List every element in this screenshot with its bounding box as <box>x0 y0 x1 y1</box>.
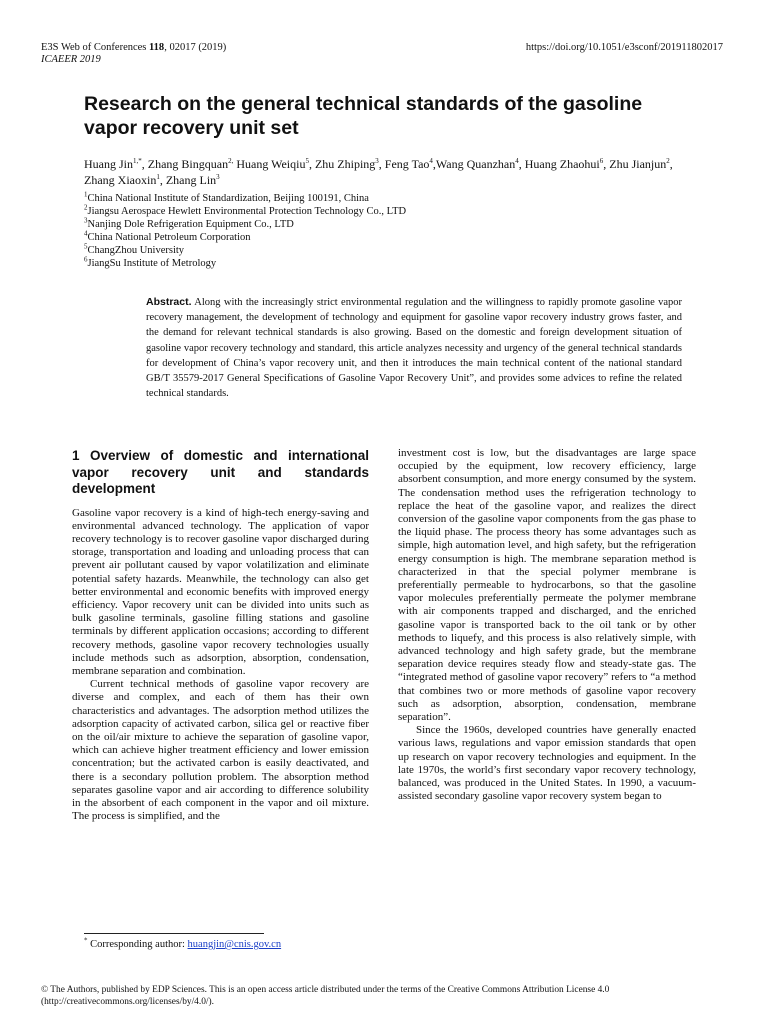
author-affiliation-mark: 3 <box>375 157 379 165</box>
affiliation-text: China National Institute of Standardization, Beijing 100191, China <box>87 193 369 204</box>
affiliation-number: 1 <box>84 190 88 199</box>
journal-volume: 118 <box>149 42 165 53</box>
body-paragraph: Current technical methods of gasoline vapor recovery are diverse and complex, and each of them has their own characteristics and advantages. The adsorption method utilizes the adsorption capacity of activated carbon, silica gel or reactive fiber on the oil/air mixture to achieve the separation of gasoline vapor, which can achieve higher treatment efficiency and lower emission concentration; but the activated carbon is easily deactivated, and there is a secondary pollution problem. The absorption method separates gasoline vapor and air according to difference solubility in the absorbent of each component in the vapor and oil mixture. The process is simplified, and the <box>72 678 369 823</box>
author-name: Huang Weiqiu <box>236 157 306 171</box>
paper-title: Research on the general technical standards of the gasoline vapor recovery unit set <box>84 93 643 139</box>
affiliation-number: 4 <box>84 229 88 238</box>
affiliation-number: 5 <box>84 242 88 251</box>
author-name: Zhu Zhiping <box>314 157 376 171</box>
author-name: Zhu Jianjun <box>609 157 667 171</box>
footnote-label: Corresponding author: <box>87 939 188 950</box>
body-paragraph: investment cost is low, but the disadvantages are large space occupied by the equipment, low recovery efficiency, large absorbent consumption, and more energy consumed by the system. The condensation method uses the refrigeration technology to replace the heat of the gasoline vapor, and realizes the direct conversion of the gasoline vapor components from the gas phase to the liquid phase. The process theory has some advantages such as simple, high automation level, and high safety, but the refrigeration energy consumption is high. The membrane separation method is characterized in that the special polymer membrane is preferentially permeable to hydrocarbons, so that the gasoline vapor molecules preferentially permeate the polymer membrane with air components trapped and discharged, and the enriched gasoline vapor is transported back to the oil tank or by other methods to liquefy, and this process is also relatively simple, with advanced technology and high safety grade, but the membrane separation device requires steady flow and steady-state gas. The “integrated method of gasoline vapor recovery” refers to “a method that combines two or more methods of gasoline vapor recovery such as adsorption, absorption, condensation, membrane separation”. <box>398 447 696 724</box>
author-name: Huang Zhaohui <box>524 157 600 171</box>
affiliation-number: 6 <box>84 255 88 264</box>
author-name: Zhang Xiaoxin <box>84 173 157 187</box>
body-paragraph: Since the 1960s, developed countries have generally enacted various laws, regulations and vapor emission standards that open up research on vapor recovery technologies and equipment. In the late 1970s, the world’s first secondary vapor recovery technology, balanced, was produced in the United States. In 1990, a vacuum-assisted secondary gasoline vapor recovery system began to <box>398 724 696 803</box>
author-separator: , <box>432 157 436 171</box>
abstract-label: Abstract. <box>146 296 192 308</box>
author-separator: , <box>603 157 610 171</box>
footnote-mark: * <box>84 936 88 945</box>
article-number: , 02017 (2019) <box>164 42 227 53</box>
author-name: Zhang Bingquan <box>147 157 229 171</box>
author-separator: , <box>669 157 673 171</box>
license-notice: © The Authors, published by EDP Sciences. This is an open access article distributed under the terms of the Creative Commons Attribution License 4.0 (http://creativecommons.org/licenses/by/4.0/). <box>41 985 610 1007</box>
affiliation-item <box>84 203 407 219</box>
author-name: Wang Quanzhan <box>435 157 516 171</box>
abstract-text: Along with the increasingly strict environmental regulation and the willingness to rapidly promote gasoline vapor recovery management, the development of technology and equipment for gasoline vapor recovery industry grows faster, and the demand for relevant technical standards is also growing. Based on the domestic and foreign development situation of gasoline vapor recovery technology and standard, this article analyzes necessity and urgency of the general technical standards for development of China’s vapor recovery unit, and then it introduces the main technical content of the national standard GB/T 35579-2017 General Specifications of Gasoline Vapor Recovery Unit”, and provides some advices to refine the related technical standards. <box>146 297 682 400</box>
journal-citation <box>41 41 226 54</box>
affiliation-text: Nanjing Dole Refrigeration Equipment Co., LTD <box>87 218 294 230</box>
author-affiliation-mark: 2 <box>666 157 670 165</box>
affiliation-text: Jiangsu Aerospace Hewlett Environmental Protection Technology Co., LTD <box>87 205 407 217</box>
author-affiliation-mark: 3 <box>216 173 220 181</box>
section-heading: 1 Overview of domestic and international vapor recovery unit and standards development <box>72 448 369 496</box>
affiliation-text: ChangZhou University <box>87 244 185 256</box>
body-paragraph: Gasoline vapor recovery is a kind of high-tech energy-saving and environmental advanced technology. The application of vapor recovery technology is to recover gasoline vapor discharged during storage, transportation and loading and unloading process that can prevent air pollutant caused by vapor volatilization and eliminate potential safety hazards. Meanwhile, the technology can also get better environmental and economic benefits with improved energy efficiency. Vapor recovery unit can be divided into units such as bulk gasoline terminals, gasoline filling stations and gasoline terminals by different application occasions; according to different recovery methods, gasoline vapor recovery technologies usually include methods such as adsorption, absorption, condensation, membrane separation and combination. <box>72 506 369 677</box>
author-affiliation-mark: 2, <box>228 157 234 165</box>
author-affiliation-mark: 4 <box>515 157 519 165</box>
journal-name: E3S Web of Conferences <box>41 42 150 53</box>
affiliation-item <box>84 255 406 271</box>
author-separator: , <box>378 157 385 171</box>
abstract <box>146 295 682 401</box>
affiliation-item <box>84 190 406 206</box>
author-affiliation-mark: 4 <box>429 157 433 165</box>
author-list <box>84 156 704 188</box>
author-separator: , <box>141 157 148 171</box>
affiliation-list <box>84 190 407 270</box>
author-separator: , <box>159 173 166 187</box>
author-name: Zhang Lin <box>165 173 217 187</box>
author-name: Huang Jin <box>84 157 133 171</box>
footnote <box>84 936 282 950</box>
affiliation-text: China National Petroleum Corporation <box>87 231 251 243</box>
affiliation-item <box>84 216 406 232</box>
author-affiliation-mark: 5 <box>305 157 309 165</box>
affiliation-item <box>84 229 406 245</box>
footnote-divider <box>84 933 264 934</box>
author-name: Feng Tao <box>384 157 430 171</box>
affiliation-text: JiangSu Institute of Metrology <box>87 257 217 269</box>
right-column <box>398 447 696 803</box>
author-affiliation-mark: 1,* <box>133 157 142 165</box>
affiliation-item <box>84 242 406 258</box>
affiliation-number: 2 <box>84 203 88 212</box>
doi-link[interactable]: https://doi.org/10.1051/e3sconf/201911802017 <box>525 42 723 53</box>
author-separator: , <box>518 157 525 171</box>
author-affiliation-mark: 6 <box>599 157 604 165</box>
conference-venue: ICAEER 2019 <box>41 54 101 65</box>
corresponding-email-link[interactable]: huangjin@cnis.gov.cn <box>187 939 282 950</box>
left-column <box>72 448 369 823</box>
affiliation-number: 3 <box>84 216 88 225</box>
author-affiliation-mark: 1 <box>156 173 160 181</box>
author-separator: , <box>308 157 315 171</box>
